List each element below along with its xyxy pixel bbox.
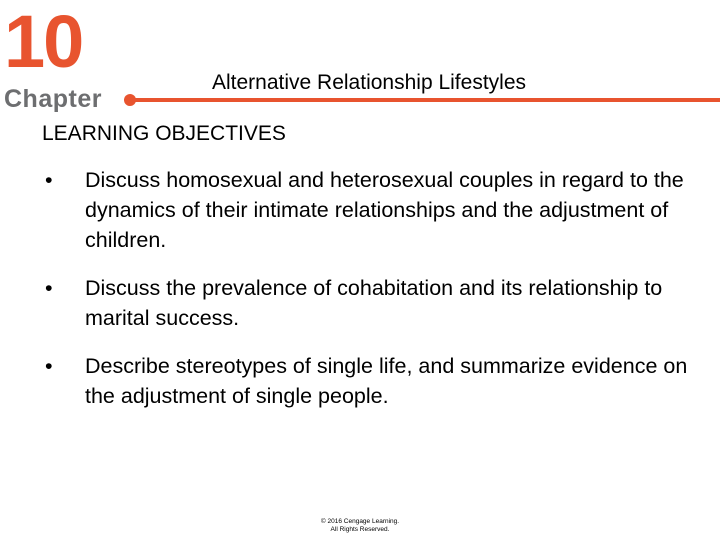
objective-text: Discuss the prevalence of cohabitation and its relationship to marital success. (85, 276, 663, 330)
objective-text: Discuss homosexual and heterosexual couples in regard to the dynamics of their intimate relationships and the adjustment of children. (85, 168, 684, 252)
copyright-line: © 2016 Cengage Learning. (320, 518, 400, 525)
objective-item (45, 165, 705, 255)
bullet-marker: • (45, 168, 53, 192)
objective-item (45, 351, 705, 411)
objectives-list (45, 165, 705, 429)
bullet-marker: • (45, 276, 53, 300)
section-heading: LEARNING OBJECTIVES (42, 122, 286, 145)
slide-title: Alternative Relationship Lifestyles (212, 71, 526, 94)
objective-item (45, 273, 705, 333)
bullet-marker: • (45, 354, 53, 378)
rights-line: All Rights Reserved. (330, 526, 390, 533)
chapter-label: Chapter (4, 85, 102, 113)
chapter-number: 10 (4, 0, 83, 83)
objective-text: Describe stereotypes of single life, and summarize evidence on the adjustment of single people. (85, 354, 688, 408)
copyright-footer (260, 518, 460, 534)
title-rule-line (132, 98, 720, 102)
